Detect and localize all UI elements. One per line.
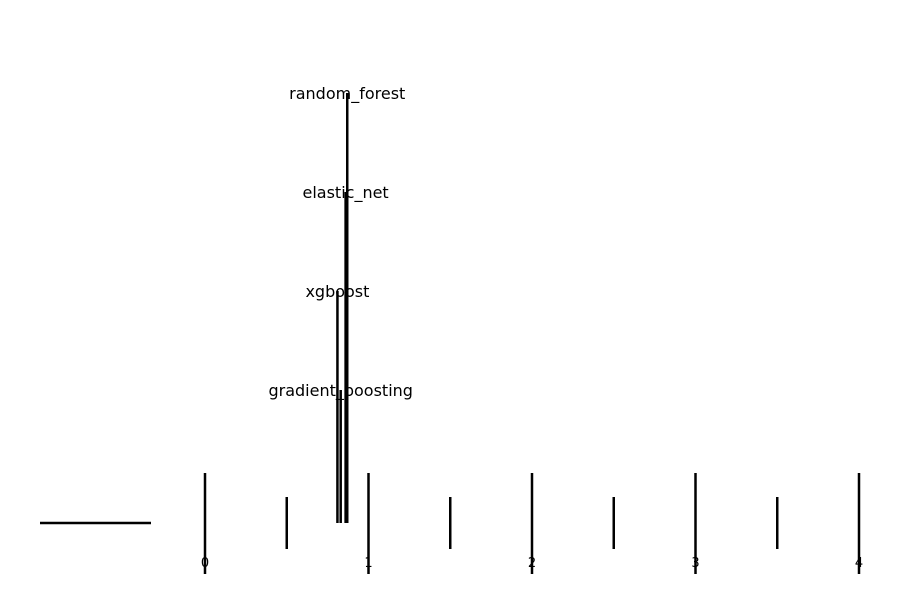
tick-label-0: 0 [200, 556, 210, 571]
tick-label-4: 4 [854, 556, 864, 571]
category-labels-layer [268, 84, 412, 401]
x-axis-tick-labels [201, 556, 863, 571]
category-label-random-forest: random_forest [289, 84, 406, 103]
category-label-elastic-net: elastic_net [302, 183, 389, 202]
marks-layer [337, 93, 347, 523]
category-label-gradient-boosting: gradient_boosting [268, 381, 413, 400]
tick-label-3: 3 [691, 556, 700, 571]
category-label-xgboost: xgboost [305, 282, 370, 301]
tick-label-1: 1 [364, 556, 373, 571]
tick-label-2: 2 [527, 556, 537, 571]
